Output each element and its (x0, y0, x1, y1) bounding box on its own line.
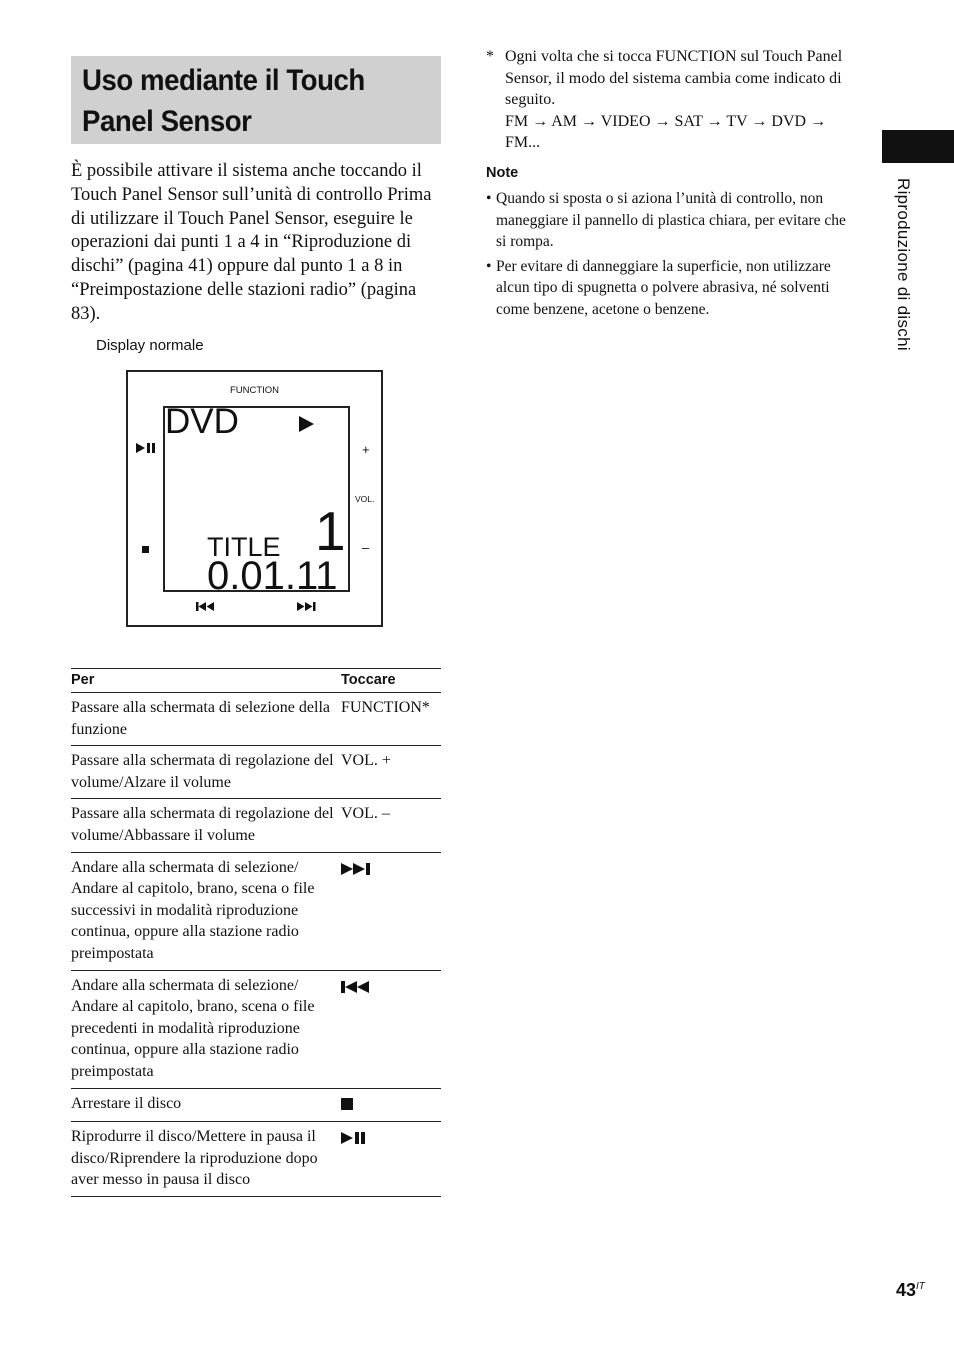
page-title: Uso mediante il Touch Panel Sensor (82, 64, 365, 138)
function-sequence: FM → AM → VIDEO → SAT → TV → DVD → FM... (505, 112, 827, 152)
note-item: • Quando si sposta o si aziona l’unità di controllo, non maneggiare il pannello di plastica chiara, per evitare che si rompa. (486, 188, 856, 253)
footnote-mark: * (486, 48, 494, 65)
next-track-icon (297, 602, 316, 611)
play-icon (299, 416, 314, 432)
footnote (486, 46, 856, 154)
row-control (341, 852, 441, 970)
stop-icon (142, 546, 149, 553)
row-action: Arrestare il disco (71, 1088, 341, 1122)
title-label: TITLE (207, 532, 281, 562)
row-action: Passare alla schermata di regolazione del volume/Alzare il volume (71, 746, 341, 799)
header-per: Per (71, 669, 341, 693)
row-action: Passare alla schermata di regolazione del volume/Abbassare il volume (71, 799, 341, 852)
note-item: • Per evitare di danneggiare la superficie, non utilizzare alcun tipo di spugnetta o polvere abrasiva, né solventi come benzene, acetone o benzene. (486, 256, 856, 321)
section-side-label: Riproduzione di dischi (894, 178, 913, 351)
playback-time: 0.01.11 (207, 554, 338, 598)
notes-heading: Note (486, 165, 519, 181)
table-row (71, 970, 441, 1088)
table-row (71, 799, 441, 852)
previous-track-icon (341, 981, 373, 993)
function-label: FUNCTION (229, 385, 280, 396)
section-title-box (71, 56, 441, 144)
row-control (341, 1122, 441, 1197)
stop-icon (341, 1098, 353, 1110)
notes-list (486, 188, 856, 324)
row-control (341, 1088, 441, 1122)
table-header-row (71, 669, 441, 693)
table-row (71, 852, 441, 970)
row-control: FUNCTION* (341, 693, 441, 746)
volume-label: VOL. (355, 494, 375, 504)
touch-panel-display (126, 370, 383, 627)
table-row (71, 693, 441, 746)
footnote-text: Ogni volta che si tocca FUNCTION sul Touch Panel Sensor, il modo del sistema cambia come indicato di seguito. (505, 48, 843, 109)
row-action: Riprodurre il disco/Mettere in pausa il disco/Riprendere la riproduzione dopo aver messo in pausa il disco (71, 1122, 341, 1197)
intro-text: È possibile attivare il sistema anche toccando il Touch Panel Sensor sull’unità di controllo Prima di utilizzare il Touch Panel Sensor, eseguire le operazioni dai punti 1 a 4 in “Riproduzione di dischi” (pagina 41) oppure dal punto 1 a 8 in “Preimpostazione delle stazioni radio” (pagina 83). (71, 161, 432, 324)
row-control (341, 970, 441, 1088)
source-indicator: DVD (165, 402, 239, 441)
play-pause-icon (136, 443, 156, 453)
row-control: VOL. – (341, 799, 441, 852)
intro-paragraph (71, 160, 443, 327)
volume-plus: + (362, 442, 370, 457)
table-row (71, 1088, 441, 1122)
page-number-value: 43 (896, 1280, 917, 1300)
title-number: 1 (315, 500, 346, 562)
volume-minus: – (362, 540, 370, 555)
next-track-icon (341, 863, 373, 875)
section-tab-marker (882, 130, 954, 163)
row-control: VOL. + (341, 746, 441, 799)
row-action: Passare alla schermata di selezione della funzione (71, 693, 341, 746)
operations-table (71, 668, 441, 1197)
play-pause-icon (341, 1132, 367, 1144)
header-toccare: Toccare (341, 669, 441, 693)
page-number (896, 1280, 925, 1301)
display-caption: Display normale (96, 337, 204, 354)
display-screen (163, 402, 350, 598)
table-row (71, 1122, 441, 1197)
table-row (71, 746, 441, 799)
row-action: Andare alla schermata di selezione/ Andare al capitolo, brano, scena o file precedenti in modalità riproduzione continua, oppure alla stazione radio preimpostata (71, 970, 341, 1088)
page-language-suffix: IT (916, 1281, 925, 1292)
previous-track-icon (196, 602, 215, 611)
row-action: Andare alla schermata di selezione/ Andare al capitolo, brano, scena o file successivi in modalità riproduzione continua, oppure alla stazione radio preimpostata (71, 852, 341, 970)
